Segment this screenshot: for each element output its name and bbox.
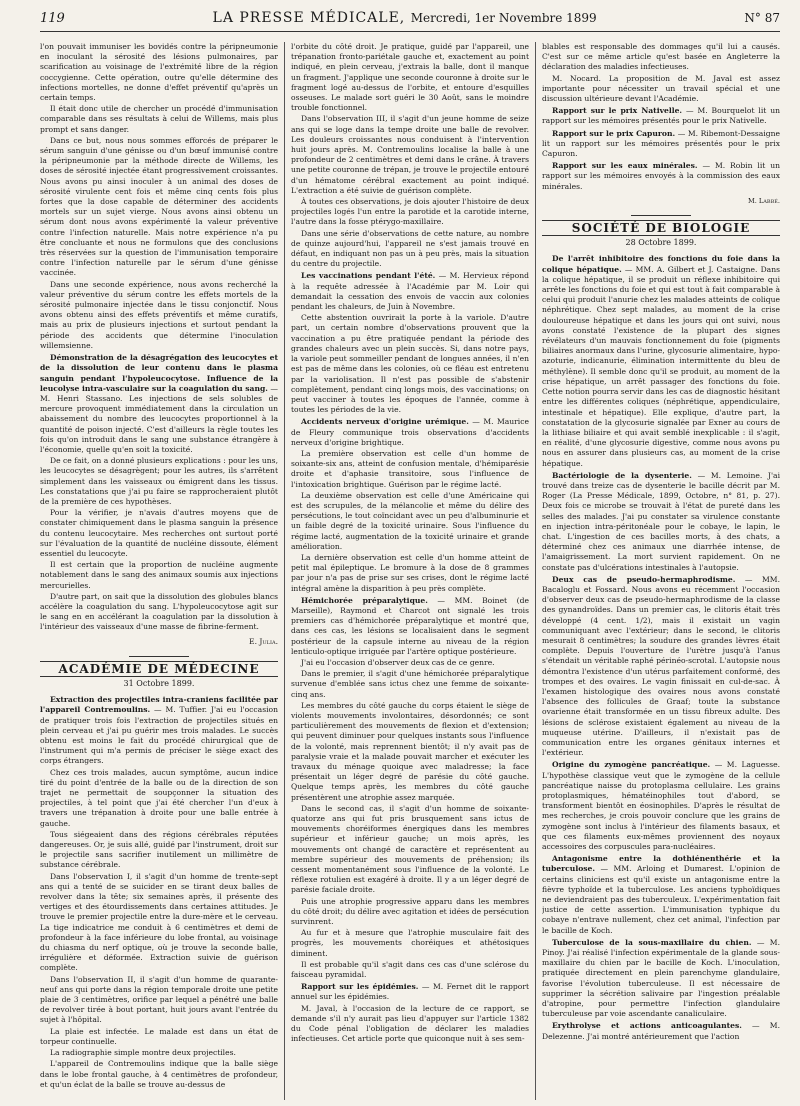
communication-entry [291, 417, 529, 448]
entry-title: Rapport sur le prix Nativelle. [552, 106, 683, 116]
section-date: 31 Octobre 1899. [123, 678, 195, 688]
entry-title: Rapport sur le prix Capuron. [552, 128, 676, 138]
communication-entry [542, 254, 780, 468]
communication-entry [542, 575, 780, 759]
paragraph: La première observation est celle d'un homme de soixante-six ans, atteint de confusion mentale, d'hémiparésie droite et d'aphasie transitoire, sous l'influence de l'intoxication brightique. Guérison par le régime lacté. [291, 448, 529, 489]
column-left [40, 42, 278, 1100]
entry-text: J'ai trouvé dans treize cas de dysenterie le bacille décrit par M. Roger (La Presse Médicale, 1899, Octobre, n° 81, p. 27). Deux fois ce microbe se trouvait à l'état de pureté dans les selles des malades. J'ai pu constater sa virulence constante en injection intra-péritonéale pour le cobaye, le lapin, le chat. L'ingestion de ces bacilles morts, à des chats, a déterminé chez ces animaux une diarrhée intense, de l'amaigrissement. La mort survient rapidement. On ne constate pas d'ulcérations intestinales à l'autopsie. [542, 470, 780, 572]
entry-title: Rapport sur les épidémies. [301, 982, 419, 992]
communication-entry [40, 695, 278, 766]
paragraph: Dans l'observation III, il s'agit d'un jeune homme de seize ans qui se loge dans la tempe droite une balle de revolver. Les douleurs croissantes nous conduisent à l'intervention huit jours après. M. Contremoulins localise la balle à une profondeur de 2 centimètres et demi dans le crâne. À travers une petite couronne de trépan, je trouve le projectile entouré d'un hématome cérébral exactement au point indiqué. L'extraction a été suivie de guérison complète. [291, 114, 529, 195]
entry-text: communique trois observations d'accidents nerveux d'origine brightique. [291, 427, 529, 447]
page-number: 119 [40, 11, 65, 26]
entry-text: Les injections de sels solubles de mercure provoquent immédiatement dans la circulation un abaissement du nombre des leucocytes proportionnel à la quantité de poison injecté. C'est d'ailleurs la règle toutes les fois qu'on introduit dans le sang une substance étrangère à l'économie, quelle qu'en soit la toxicité. [40, 393, 278, 454]
entry-author: — M. Laguesse. [710, 760, 780, 770]
paragraph: Il était donc utile de chercher un procédé d'immunisation comparable dans ses résultats à celui de Willems, mais plus prompt et sans danger. [40, 104, 278, 134]
entry-text: lit un rapport sur les mémoires présentés pour le prix Nativelle. [542, 106, 780, 126]
paragraph: blables est responsable des dommages qu'il lui a causés. C'est sur ce même article qu'est basée en Angleterre la déclaration des maladies infectieuses. [542, 42, 780, 72]
entry-author: — M. Delezenne. [542, 1021, 780, 1041]
entry-text: L'opinion de certains cliniciens est qu'il existe un antagonisme entre la fièvre typhoïde et la tuberculose. Les anciens typhoïdiques ne deviendraient pas des tuberculeux. L'expérimentation fait justice de cette assertion. L'immunisation typhique du cobaye n'entrave nullement, chez cet animal, l'infection par le bacille de Koch. [542, 864, 780, 935]
journal-masthead [213, 10, 597, 26]
paragraph: l'on pouvait immuniser les bovidés contre la péripneumonie en inoculant la sérosité des lésions pulmonaires, par scarification au voisinage de l'extrémité libre de la région coccygienne. Cette opération, outre qu'elle détermine des infections mortelles, ne donne d'effet préventif qu'après un certain temps. [40, 42, 278, 103]
section-title: ACADÉMIE DE MÉDECINE [40, 661, 278, 677]
communication-entry [291, 271, 529, 312]
paragraph: De ce fait, on a donné plusieurs explications : pour les uns, les leucocytes se désagrègent; pour les autres, ils s'arrêtent simplement dans les vaisseaux ou émigrent dans les tissus. Les constatations que j'ai pu faire se rapprocheraient plutôt de la première de ces hypothèses. [40, 456, 278, 506]
section-separator [40, 653, 278, 657]
issue-date: Mercredi, 1er Novembre 1899 [410, 11, 597, 25]
communication-entry [291, 982, 529, 1002]
entry-text: J'ai montré antérieurement que l'action [584, 1031, 740, 1041]
communication-entry [542, 129, 780, 160]
communication-entry [542, 106, 780, 126]
entry-author: — M. Robin [697, 161, 753, 171]
paragraph: l'orbite du côté droit. Je pratique, guidé par l'appareil, une trépanation fronto-pariétale gauche et, exactement au point indiqué, en plein cerveau, j'extrais la balle, dont il manque un fragment. J'applique une seconde couronne à droite sur le fragment logé au-dessus de l'orbite, et entoure d'esquilles osseuses. Le malade sort guéri le 30 Août, sans le moindre trouble fonctionnel. [291, 42, 529, 113]
paragraph: La dernière observation est celle d'un homme atteint de petit mal épileptique. Le bromure à la dose de 8 grammes par jour n'a pas de prise sur ses crises, dont le régime lacté intégral amène la disparition à peu près complète. [291, 552, 529, 593]
paragraph: M. Javal, à l'occasion de la lecture de ce rapport, se demande s'il n'y aurait pas lieu d'appuyer sur l'article 1382 du Code pénal l'obligation de déclarer les maladies infectieuses. Cet article porte que quiconque nuit à ses sem- [291, 1003, 529, 1044]
entry-text: lit un rapport sur les mémoires présentés pour le prix Capuron. [542, 138, 780, 159]
entry-author: — M. Ribemont-Dessaigne [675, 128, 780, 138]
entry-author: — MM. Arloing et Dumarest. [595, 864, 724, 874]
paragraph: Il est probable qu'il s'agit dans ces cas d'une sclérose du faisceau pyramidal. [291, 959, 529, 980]
paragraph: Il est certain que la proportion de nucléine augmente notablement dans le sang des animaux soumis aux injections mercurielles. [40, 560, 278, 590]
paragraph: La plaie est infectée. Le malade est dans un état de torpeur continuelle. [40, 1026, 278, 1046]
paragraph: La radiographie simple montre deux projectiles. [50, 1048, 236, 1058]
paragraph: Dans une seconde expérience, nous avons recherché la valeur préventive du sérum contre les effets mortels de la sérosité pulmonaire injectée dans le tissu conjonctif. Nous avons obtenu ainsi des effets préventifs et même curatifs, mais au prix de plusieurs injections et surtout pendant la période des accidents que détermine l'inoculation willemsienne. [40, 279, 278, 350]
paragraph: Tous siégeaient dans des régions cérébrales réputées dangereuses. Or, je suis allé, guidé par l'instrument, droit sur le projectile sans sacrifier inutilement un millimètre de substance cérébrale. [40, 829, 278, 870]
communication-entry [542, 854, 780, 936]
paragraph: La deuxième observation est celle d'une Américaine qui est des scrupules, de la mélancolie et même du délire des persécutions, le tout coïncidant avec un peu d'albuminurie et un faible degré de la toxicité urinaire. Sous l'influence du régime lacté, augmentation de la toxicité urinaire et grande amélioration. [291, 490, 529, 551]
communication-entry [542, 471, 780, 573]
issue-number: N° 87 [744, 11, 780, 25]
paragraph: Pour la vérifier, je n'avais d'autres moyens que de constater chimiquement dans le plasma sanguin la présence du contenu leucocytaire. Mes recherches ont surtout porté sur l'évaluation de la quantité de nucléine dissoute, élément essentiel du leucocyte. [40, 508, 278, 558]
paragraph: M. Nocard. La proposition de M. Javal est assez importante pour nécessiter un travail spécial et une discussion ultérieure devant l'Académie. [542, 73, 780, 104]
paragraph: J'ai eu l'occasion d'observer deux cas de ce genre. [301, 657, 495, 667]
entry-title: Bactériologie de la dysenterie. [552, 470, 692, 480]
entry-author: — M. Lemoine. [691, 470, 763, 480]
signature: M. Labbé. [747, 196, 780, 205]
entry-author: — M. Hervieux [435, 271, 499, 281]
section-separator [542, 212, 780, 216]
paragraph: Chez ces trois malades, aucun symptôme, aucun indice tiré du point d'entrée de la balle ou de la direction de son trajet ne permettait de soupçonner la situation des projectiles, à tel point que j'ai été chercher l'un d'eux à travers une trépanation à droite pour une balle entrée à gauche. [40, 767, 278, 828]
section-title: SOCIÉTÉ DE BIOLOGIE [542, 220, 780, 236]
entry-text: Dans la colique hépatique, il se produit un réflexe inhibitoire qui arrête les fonctions du foie et qui est tout à fait comparable à celui qui produit l'anurie chez les malades atteints de colique néphrétique. Chez sept malades, au moment de la crise douloureuse hépatique et dans les jours qui ont suivi, nous avons constaté l'existence de la plupart des signes révélateurs d'un mauvais fonctionnement du foie (pigments biliaires anormaux dans l'urine, glycosurie alimentaire, hypo-azoturie, indicanurie, élimination intermittente du bleu de méthylène). Il semble donc qu'il se produit, au moment de la crise hépatique, un arrêt passager des fonctions du foie. Cette notion pourra servir dans les cas de diagnostic hésitant entre les différentes coliques (néphrétique, appendiculaire, intestinale et hépatique). Elle explique, d'autre part, la constatation de la glycosurie signalée par Exner au cours de la lithiase biliaire et qui avait semblé inexplicable : il s'agit, en réalité, d'une glycosurie digestive, comme nous avons pu nous en assurer dans plusieurs cas, au moment de la crise hépatique. [542, 264, 780, 468]
paragraph: Les membres du côté gauche du corps étaient le siège de violents mouvements involontaires, désordonnés; ce sont particulièrement des mouvements de flexion et d'extension; qui peuvent diminuer pour quelques instants sous l'influence de la volonté, mais reprennent bientôt; il n'y avait pas de paralysie vraie et la malade pouvait marcher et exécuter les travaux du ménage quoique avec maladresse; la face présentait un léger degré de parésie du côté gauche. Quelque temps après, les membres du côté gauche présentèrent une atrophie assez marquée. [291, 700, 529, 802]
entry-title: Extraction des projectiles intra-craniens facilitée par l'appareil Contremoulins. [40, 695, 278, 715]
entry-title: Rapport sur les eaux minérales. [552, 161, 698, 171]
entry-author: — MM. Bacaloglu et Fossard. [542, 574, 780, 594]
communication-entry [40, 353, 278, 455]
paragraph: Cette abstention ouvrirait la porte à la variole. D'autre part, un certain nombre d'observations prouvent que la vaccination a pu être pratiquée pendant la période des grandes chaleurs avec un plein succès. Si, dans notre pays, la variole peut sommeiller pendant de longues années, il n'en est pas de même dans les colonies, où ce fléau est entretenu par la variolisation. Il n'est pas possible de s'abstenir complètement, pendant cinq longs mois, des vaccinations; on peut vacciner à toutes les époques de l'année, comme à toutes les périodes de la vie. [291, 313, 529, 415]
entry-text: J'ai eu l'occasion de pratiquer trois fois l'extraction de projectiles situés en plein cerveau et j'ai pu guérir mes trois malades. Le succès obtenu est moins le fait du procédé chirurgical que de l'instrument qui m'a permis de préciser le siège exact des corps étrangers. [40, 705, 278, 766]
entry-text: L'hypothèse classique veut que le zymogène de la cellule pancréatique naisse du protoplasma cellulaire. Les grains protoplasmiques, hématéinophiles tout d'abord, se transforment bientôt en éosinophiles. D'après le résultat de mes recherches, je crois pouvoir conclure que les grains de zymogène sont inclus à l'intérieur des filaments basaux, et que ces filaments eux-mêmes proviennent des noyaux accessoires des corpuscules para-nucléaires. [542, 770, 780, 852]
page-header [40, 10, 780, 32]
entry-title: Les vaccinations pendant l'été. [301, 271, 436, 281]
entry-author: — M. Bourquelot [682, 106, 755, 116]
paragraph: Dans l'observation I, il s'agit d'un homme de trente-sept ans qui a tenté de se suicider en se tirant deux balles de revolver dans la tête; six semaines après, il présente des vertiges et des étourdissements dans certaines attitudes. Je trouve le premier projectile entre la dure-mère et le cerveau. La tige indicatrice me conduit à 6 centimètres et demi de profondeur à la face inférieure du lobe frontal, au voisinage du chiasma du nerf optique, où je trouve la seconde balle, irrégulière et déformée. Extraction suivie de guérison complète. [40, 871, 278, 973]
section-date: 28 Octobre 1899. [625, 238, 697, 248]
communication-entry [542, 1021, 780, 1041]
entry-title: Accidents nerveux d'origine urémique. [301, 417, 469, 427]
signature: E. Julia. [249, 636, 278, 646]
paragraph: À toutes ces observations, je dois ajouter l'histoire de deux projectiles logés l'un entre la parotide et la carotide interne, l'autre dans la fosse ptérygo-maxillaire. [291, 197, 529, 227]
entry-title: Antagonisme entre la dothiénenthérie et la tuberculose. [542, 854, 780, 874]
communication-entry [291, 596, 529, 657]
paragraph: Dans l'observation II, il s'agit d'un homme de quarante-neuf ans qui porte dans la région temporale droite une petite plaie de 3 centimètres, orifice par lequel a pénétré une balle de revolver tirée à bout portant, huit jours avant l'entrée du sujet à l'hôpital. [40, 974, 278, 1025]
entry-text: Nous avons eu récemment l'occasion d'observer deux cas de pseudo-hermaphrodisme de la classe des gynandroïdes. Dans un premier cas, le clitoris était très développé (4 cent. 1/2), mais il existait un vagin communiquant avec l'extérieur; dans le second, le clitoris mesurait 8 centimètres; la soudure des grandes lèvres était complète. Depuis l'ouverture de l'urètre jusqu'à l'anus s'étendait un véritable raphé périnéo-scrotal. L'autopsie nous démontra l'existence d'un utérus parfaitement conformé, des trompes et des ovaires. Le vagin finissait en cul-de-sac. À l'examen histologique des ovaires nous avons constaté l'absence des follicules de Graaf; toute la substance ovarienne était transformée en un tissu fibreux adulte. Des lésions de sclérose existaient également au niveau de la muqueuse utérine. D'ailleurs, il n'existait pas de communication entre les organes génitaux internes et l'extérieur. [542, 584, 780, 758]
entry-title: Origine du zymogène pancréatique. [552, 760, 711, 770]
entry-title: De l'arrêt inhibitoire des fonctions du foie dans la colique hépatique. [542, 254, 780, 274]
entry-author: — M. Henri Stassano. [40, 383, 278, 403]
entry-author: — M. Fernet [418, 982, 473, 992]
paragraph: Dans le premier, il s'agit d'une hémichorée préparalytique survenue d'emblée sans ictus chez une femme de soixante-cinq ans. [291, 669, 529, 699]
communication-entry [542, 760, 780, 852]
column-rule [284, 42, 285, 1100]
paragraph: Dans ce but, nous nous sommes efforcés de préparer le sérum sanguin d'une génisse ou d'un bœuf immunisé contre la péripneumonie par la méthode directe de Willems, les doses de sérosité injectée étant progressivement croissantes. Nous avons pu ainsi inoculer à un animal des doses de sérosité virulente cent fois et même cinq cents fois plus fortes que la dose capable de déterminer des accidents mortels sur un sujet vierge. Nous avons ainsi obtenu un sérum dont nous avons expérimenté la valeur préventive contre l'infection naturelle. Mais notre expérience n'a pu être concluante et nous ne formulons que des conclusions très réservées sur la question de l'immunisation temporaire contre l'infection naturelle par le sérum d'une génisse vaccinée. [40, 135, 278, 278]
entry-author: — MM. Boinet (de Marseille), [291, 595, 529, 615]
paragraph: Dans le second cas, il s'agit d'un homme de soixante-quatorze ans qui fut pris brusquement sans ictus de mouvements choréiformes énergiques dans les membres supérieur et inférieur gauche; un mois après, les mouvements ont changé de caractère et représentent au membre supérieur des mouvements de préhension; ils cessent momentanément sous l'influence de la volonté. Le réflexe rotulien est exagéré à droite. Il y a un léger degré de parésie faciale droite. [291, 803, 529, 895]
paragraph: D'autre part, on sait que la dissolution des globules blancs accélère la coagulation du sang. L'hypoleucocytose agit sur le sang en en accélérant la coagulation par la dissolution à l'intérieur des vaisseaux d'une masse de fibrine-ferment. [40, 591, 278, 632]
entry-title: Deux cas de pseudo-hermaphrodisme. [552, 574, 736, 584]
communication-entry [542, 938, 780, 1020]
paragraph: Au fur et à mesure que l'atrophie musculaire fait des progrès, les mouvements choréiques et athétosiques diminent. [291, 928, 529, 958]
entry-title: Tuberculose de la sous-maxillaire du chien. [552, 937, 752, 947]
entry-author: — M. Tuffier. [150, 705, 208, 715]
entry-text: dit le rapport annuel sur les épidémies. [291, 982, 529, 1002]
paragraph: Dans une série d'observations de cette nature, au nombre de quinze aujourd'hui, l'appareil ne s'est jamais trouvé en défaut, en indiquant non pas un à peu près, mais la situation du centre du projectile. [291, 228, 529, 269]
column-rule [535, 42, 536, 1100]
entry-text: lit un rapport sur les mémoires envoyés à la commission des eaux minérales. [542, 161, 780, 191]
paragraph: L'appareil de Contremoulins indique que la balle siège dans le lobe frontal gauche, à 4 centimètres de profondeur, et qu'un éclat de la balle se trouve au-dessus de [40, 1059, 278, 1089]
entry-author: — M. Pinoy. [542, 937, 780, 958]
entry-title: Démonstration de la désagrégation des leucocytes et de la dissolution de leur contenu dans le plasma sanguin pendant l'hypoleucocytose. Influence de la leucolyse intra-vasculaire sur la coagulation du sang. [40, 353, 278, 393]
entry-text: Raymond et Charcot ont signalé les trois premiers cas d'hémichorée préparalytique et montré que, dans ces cas, les lésions se localisaient dans le segment postérieur de la capsule interne au niveau de la région lenticulo-optique irriguée par l'artère optique postérieure. [291, 605, 529, 656]
journal-title: LA PRESSE MÉDICALE, [212, 10, 406, 26]
entry-title: Hémichorée préparalytique. [301, 595, 428, 605]
entry-text: J'ai réalisé l'infection expérimentale de la glande sous-maxillaire du chien par le bacille de Koch. L'inoculation, pratiquée directement en plein parenchyme glandulaire, favorise l'évolution tuberculeuse. Il est nécessaire de supprimer la sécrétion salivaire par l'ingestion préalable d'atropine, pour permettre l'infection glandulaire tuberculeuse par voie ascendante canaliculaire. [542, 948, 780, 1019]
communication-entry [542, 161, 780, 192]
column-middle [291, 42, 529, 1100]
entry-title: Erythrolyse et actions anticoagulantes. [552, 1021, 742, 1031]
paragraph: Puis une atrophie progressive apparu dans les membres du côté droit; du délire avec agitation et idées de persécution survinrent. [291, 896, 529, 927]
entry-text: répond à la requête adressée à l'Académie par M. Loir qui demandait la cessation des envois de vaccin aux colonies pendant les chaleurs, de Juin à Novembre. [291, 271, 529, 312]
entry-author: — M. Maurice de Fleury [291, 417, 529, 437]
entry-author: — MM. A. Gilbert et J. Castaigne. [621, 264, 758, 274]
column-right [542, 42, 780, 1100]
